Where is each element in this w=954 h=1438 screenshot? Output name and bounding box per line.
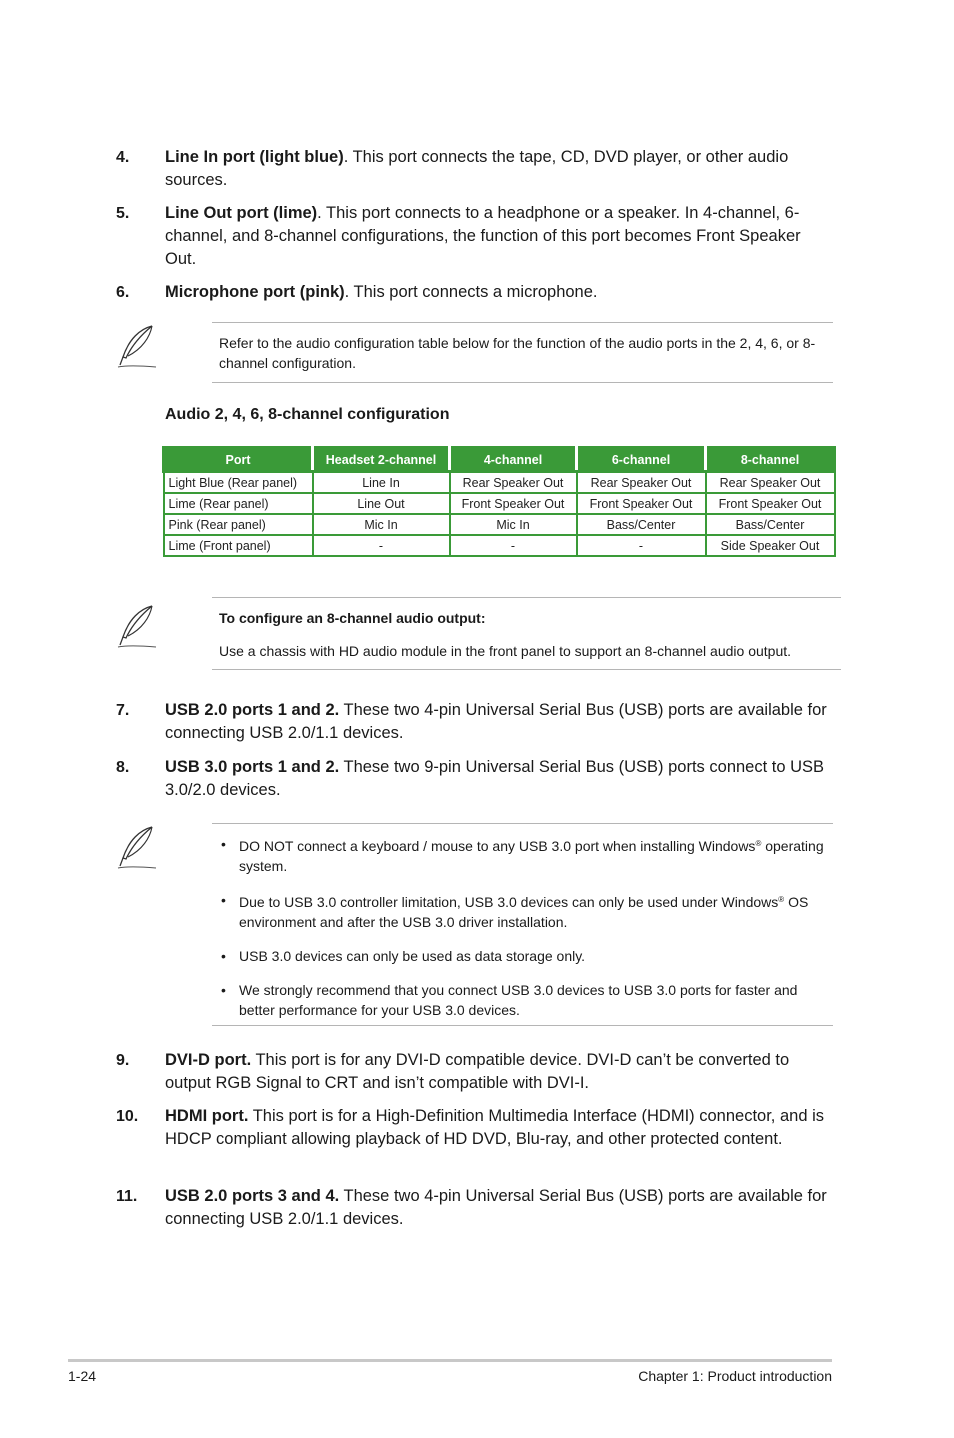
table-cell: Light Blue (Rear panel) bbox=[164, 472, 313, 494]
list-item: • DO NOT connect a keyboard / mouse to any USB 3.0 port when installing Windows® operating system. bbox=[221, 836, 824, 874]
table-header-row bbox=[164, 448, 835, 472]
table-cell: - bbox=[450, 535, 577, 556]
table-cell: - bbox=[313, 535, 450, 556]
item-desc: . This port connects the tape, CD, DVD player, or other audio sources. bbox=[165, 148, 789, 189]
note-bullet-list bbox=[219, 834, 829, 1034]
divider bbox=[212, 1025, 833, 1026]
item-desc: . This port connects a microphone. bbox=[344, 283, 598, 301]
note-text: Refer to the audio configuration table below for the function of the audio ports in the 2, 4, 6, or 8-channel configuration. bbox=[219, 335, 816, 371]
item-title: USB 2.0 ports 3 and 4. bbox=[165, 1187, 340, 1205]
note-heading: To configure an 8-channel audio output: bbox=[219, 610, 486, 626]
item-title: DVI-D port. bbox=[165, 1051, 252, 1069]
column-header: Port bbox=[164, 448, 313, 472]
table-cell: Rear Speaker Out bbox=[577, 472, 706, 494]
list-item: • We strongly recommend that you connect USB 3.0 devices to USB 3.0 ports for faster and better performance for your USB 3.0 devices. bbox=[221, 982, 798, 1018]
table-cell: Front Speaker Out bbox=[450, 493, 577, 514]
table-title: Audio 2, 4, 6, 8-channel configuration bbox=[165, 406, 450, 423]
footer-divider bbox=[68, 1359, 832, 1362]
table-cell: Mic In bbox=[450, 514, 577, 535]
table-row bbox=[164, 493, 835, 514]
item-title: USB 3.0 ports 1 and 2. bbox=[165, 758, 340, 776]
table-row bbox=[164, 514, 835, 535]
note-text: Use a chassis with HD audio module in the front panel to support an 8-channel audio output. bbox=[219, 643, 792, 659]
divider bbox=[212, 322, 833, 323]
table-cell: Lime (Rear panel) bbox=[164, 493, 313, 514]
item-title: HDMI port. bbox=[165, 1107, 249, 1125]
divider bbox=[212, 382, 833, 383]
divider bbox=[212, 597, 841, 598]
table-row bbox=[164, 535, 835, 556]
column-header: 8-channel bbox=[706, 448, 835, 472]
list-item: • USB 3.0 devices can only be used as data storage only. bbox=[221, 948, 586, 964]
feather-pen-icon bbox=[114, 824, 160, 870]
table-cell: Rear Speaker Out bbox=[706, 472, 835, 494]
page-number: 1-24 bbox=[68, 1368, 97, 1384]
feather-pen-icon bbox=[114, 603, 160, 649]
item-desc: This port is for any DVI-D compatible device. DVI-D can’t be converted to output RGB Signal to CRT and isn’t compatible with DVI-I. bbox=[165, 1051, 790, 1092]
list-item: • Due to USB 3.0 controller limitation, USB 3.0 devices can only be used under Windows® OS environment and after the USB 3.0 driver installation. bbox=[221, 892, 809, 930]
item-desc: These two 4-pin Universal Serial Bus (USB) ports are available for connecting USB 2.0/1.1 devices. bbox=[165, 1187, 827, 1228]
chapter-title: Chapter 1: Product introduction bbox=[638, 1368, 832, 1384]
divider bbox=[212, 823, 833, 824]
item-desc: This port is for a High-Definition Multimedia Interface (HDMI) connector, and is HDCP compliant allowing playback of HD DVD, Blu-ray, and other protected content. bbox=[165, 1107, 824, 1148]
table-cell: Bass/Center bbox=[577, 514, 706, 535]
table-cell: Front Speaker Out bbox=[706, 493, 835, 514]
column-header: 6-channel bbox=[577, 448, 706, 472]
column-header: Headset 2-channel bbox=[313, 448, 450, 472]
table-cell: Mic In bbox=[313, 514, 450, 535]
item-desc: These two 9-pin Universal Serial Bus (USB) ports connect to USB 3.0/2.0 devices. bbox=[165, 758, 825, 799]
column-header: 4-channel bbox=[450, 448, 577, 472]
item-desc: These two 4-pin Universal Serial Bus (USB) ports are available for connecting USB 2.0/1.1 devices. bbox=[165, 701, 827, 742]
table-cell: - bbox=[577, 535, 706, 556]
table-cell: Rear Speaker Out bbox=[450, 472, 577, 494]
feather-pen-icon bbox=[114, 323, 160, 369]
divider bbox=[212, 669, 841, 670]
table-cell: Line Out bbox=[313, 493, 450, 514]
audio-config-table bbox=[162, 446, 836, 557]
table-cell: Front Speaker Out bbox=[577, 493, 706, 514]
item-title: Microphone port (pink) bbox=[165, 283, 345, 301]
table-cell: Bass/Center bbox=[706, 514, 835, 535]
table-cell: Side Speaker Out bbox=[706, 535, 835, 556]
table-cell: Lime (Front panel) bbox=[164, 535, 313, 556]
table-row bbox=[164, 472, 835, 494]
item-desc: . This port connects to a headphone or a speaker. In 4-channel, 6-channel, and 8-channel configurations, the function of this port becomes Front Speaker Out. bbox=[165, 204, 801, 268]
item-title: USB 2.0 ports 1 and 2. bbox=[165, 701, 340, 719]
item-title: Line Out port (lime) bbox=[165, 204, 318, 222]
item-title: Line In port (light blue) bbox=[165, 148, 344, 166]
table-cell: Line In bbox=[313, 472, 450, 494]
table-cell: Pink (Rear panel) bbox=[164, 514, 313, 535]
